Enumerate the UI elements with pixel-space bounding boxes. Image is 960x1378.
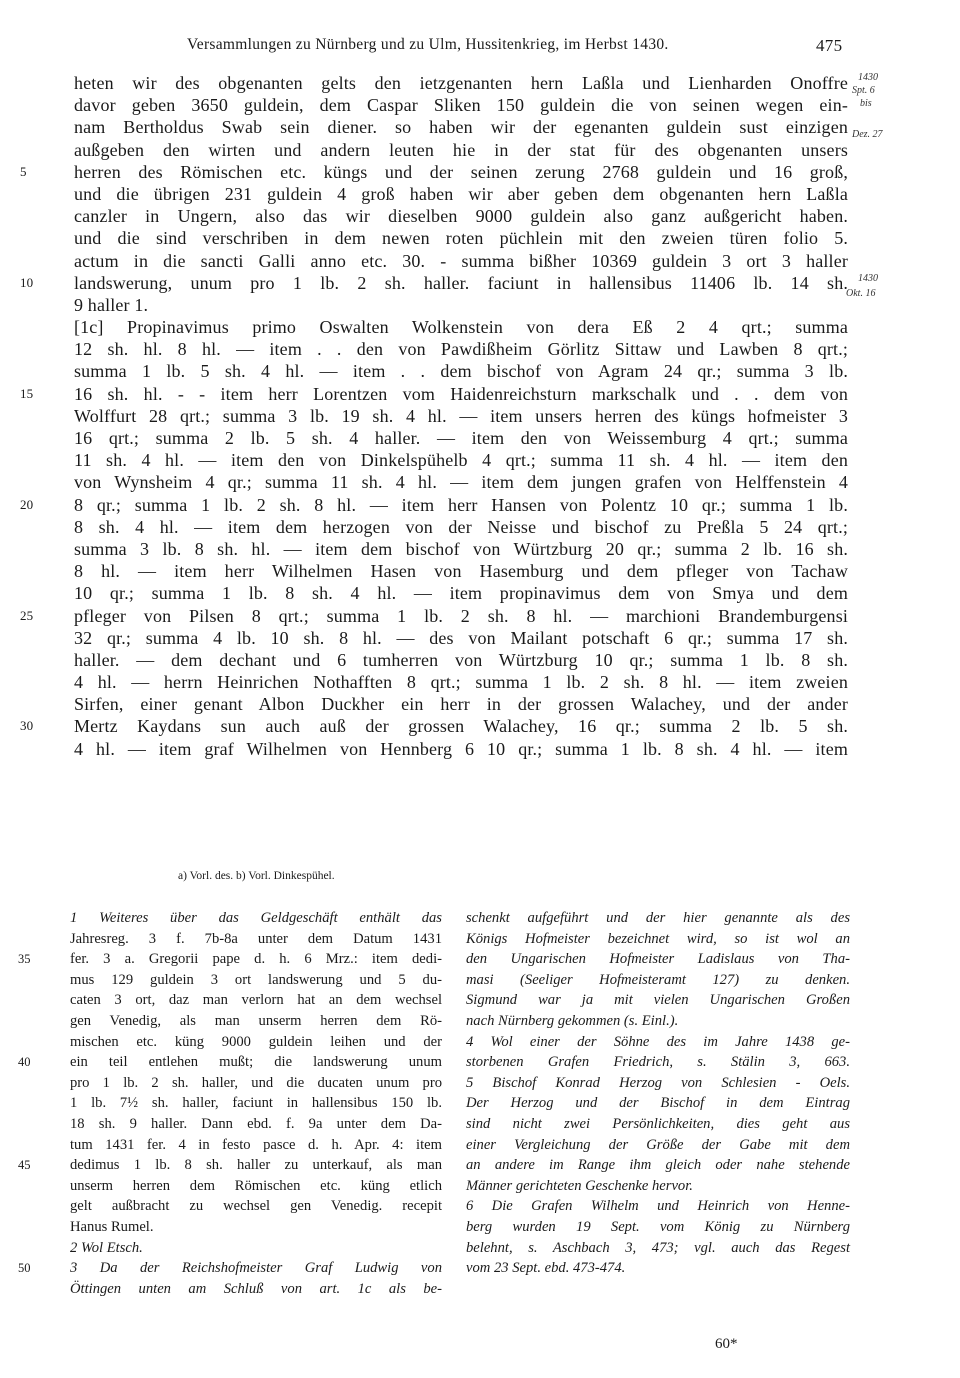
line-number: 25: [20, 607, 34, 623]
text-line: [74, 449, 848, 471]
text-line: [74, 183, 848, 205]
margin-date-note: Spt. 6: [852, 85, 875, 96]
footnote-text: 18 sh. 9 haller. Dann ebd. f. 9a unter dem Da-: [70, 1115, 442, 1132]
line-text: actum in die sancti Galli anno etc. 30. - summa bißher 10369 guldein 3 ort 3 haller: [74, 250, 848, 271]
footnote-text: Hanus Rumel.: [70, 1218, 154, 1235]
footnote-line: [70, 908, 442, 929]
text-line: [74, 649, 848, 671]
line-text: 8 hl. — item herr Wilhelmen Hasen von Hasemburg und dem pfleger von Tachaw: [74, 561, 848, 582]
line-text: 10 qr.; summa 1 lb. 8 sh. 4 hl. — item propinavimus dem von Smya und dem: [74, 583, 848, 604]
footnote-line: [18, 1258, 442, 1279]
footnote-line: masi (Seeliger Hofmeisteramt 127) zu denken.: [466, 971, 850, 988]
footnote-line: [70, 970, 442, 991]
footnote-line: [70, 1217, 442, 1238]
line-number: 20: [20, 496, 34, 512]
footnote-line: [70, 1073, 442, 1094]
line-text: heten wir des obgenanten gelts den ietzgenanten hern Laßla und Lienharden Onoffre: [74, 73, 848, 93]
text-line: [74, 338, 848, 360]
line-text: nam Bertholdus Swab sein diener. so haben wir der egenanten guldein sust einzigen: [74, 117, 848, 138]
text-line: [74, 360, 848, 382]
line-text: 16 sh. hl. - - item herr Lorentzen vom Haidenreichsturn markschalk und . . dem von: [74, 383, 848, 404]
footnote-text: pro 1 lb. 2 sh. haller, und die ducaten unum pro: [70, 1074, 442, 1091]
main-text-block: [20, 72, 848, 760]
footnote-line: [70, 1135, 442, 1156]
text-line: [74, 427, 848, 449]
text-line: [74, 72, 848, 94]
line-text: canzler in Ungern, also das wir dieselben 9000 guldein also ganz außgericht haben.: [74, 206, 848, 227]
text-line: [74, 116, 848, 138]
text-line: [74, 227, 848, 249]
line-number: 45: [18, 1158, 31, 1173]
footnote-text: Jahresreg. 3 f. 7b-8a unter dem Datum 1431: [70, 930, 442, 947]
line-text: und die übrigen 231 guldein 4 groß haben wir aber geben dem obgenanten hern Laßla: [74, 183, 848, 204]
footnote-line: Sigmund war ja mit vielen Ungarischen Großen: [466, 992, 850, 1009]
line-text: summa 1 lb. 5 sh. 4 hl. — item . . dem bischof von Agram 24 qr.; summa 3 lb.: [74, 361, 848, 382]
footnote-line: [70, 1114, 442, 1135]
text-line: [74, 582, 848, 604]
page-number: 475: [816, 36, 843, 55]
line-text: 16 qrt.; summa 2 lb. 5 sh. 4 haller. — item den von Weissemburg 4 qrt.; summa: [74, 428, 848, 448]
line-text: 11 sh. 4 hl. — item den von Dinkelspühelb 4 qrt.; summa 11 sh. 4 hl. — item den: [74, 450, 848, 471]
footnote-line: Männer gerichteten Geschenke hervor.: [466, 1177, 693, 1194]
line-text: 32 qr.; summa 4 lb. 10 sh. 8 hl. — des von Mailant potschaft 6 qr.; summa 17 sh.: [74, 627, 848, 648]
text-line: [74, 94, 848, 116]
footnote-text: 1 lb. 7½ sh. haller, faciunt in hallensibus 150 lb.: [70, 1095, 442, 1112]
text-line: [20, 272, 848, 294]
footnote-line: berg wurden 19 Sept. vom König zu Nürnberg: [466, 1218, 850, 1235]
footnote-text: Öttingen unten am Schluß von art. 1c als be-: [70, 1280, 442, 1297]
text-line: [74, 205, 848, 227]
line-text: Wolffurt 28 qrt.; summa 3 lb. 19 sh. 4 hl. — item unsers herren des küngs hofmeister 3: [74, 405, 848, 426]
footnote-line: storbenen Grafen Friedrich, s. Stälin 3, 663.: [466, 1054, 850, 1071]
line-number: 50: [18, 1261, 31, 1276]
text-line: [74, 516, 848, 538]
line-text: 8 qr.; summa 1 lb. 2 sh. 8 hl. — item herr Hansen von Polentz 10 qr.; summa 1 lb.: [74, 494, 848, 515]
footnote-text: mischen etc. küng 9000 guldein leihen und der: [70, 1033, 442, 1050]
footnote-text: tum 1431 fer. 4 in festo pasce d. h. Apr. 4: item: [70, 1136, 442, 1153]
footnote-line: Königs Hofmeister bezeichnet wird, so ist wol an: [466, 930, 850, 947]
footnote-line: [70, 990, 442, 1011]
critical-apparatus: a) Vorl. des. b) Vorl. Dinkespühel.: [178, 870, 335, 882]
line-text: 4 hl. — item graf Wilhelmen von Hennberg 6 10 qr.; summa 1 lb. 8 sh. 4 hl. — item: [74, 738, 848, 759]
text-line: [20, 605, 848, 627]
footnote-line: schenkt aufgeführt und der hier genannte als des: [466, 910, 850, 926]
footnote-line: den Ungarischen Hofmeister Ladislaus von Tha-: [466, 951, 850, 968]
line-text: haller. — dem dechant und 6 tumherren von Würtzburg 10 qr.; summa 1 lb. 8 sh.: [74, 649, 848, 670]
text-line: [74, 316, 848, 338]
footnote-text: fer. 3 a. Gregorii pape d. h. 6 Mrz.: item dedi-: [70, 951, 442, 968]
text-line: [20, 383, 848, 405]
line-text: 12 sh. hl. 8 hl. — item . . den von Pawdißheim Görlitz Sittaw und Lawben 8 qrt.;: [74, 339, 848, 360]
line-number: 40: [18, 1055, 31, 1070]
margin-date-note: Okt. 16: [846, 288, 876, 299]
footnote-line: 6 Die Grafen Wilhelm und Heinrich von Henne-: [466, 1198, 850, 1215]
footnote-line: [70, 1093, 442, 1114]
line-text: 4 hl. — herrn Heinrichen Nothafften 8 qrt.; summa 1 lb. 2 sh. 8 hl. — item zweien: [74, 672, 848, 693]
footnote-text: caten 3 ort, daz man verlorn hat an dem wechsel: [70, 992, 442, 1009]
footnote-line: einer Vergleichung der Größe der Gabe mit dem: [466, 1136, 850, 1153]
text-line: [74, 538, 848, 560]
text-line: [74, 560, 848, 582]
text-line: [74, 627, 848, 649]
footnote-text: unserm herren dem Römischen etc. küng etlich: [70, 1177, 442, 1194]
line-number: 5: [20, 163, 27, 179]
footnote-text: ein teil entlehen mußt; die landswerung unum: [70, 1054, 442, 1071]
footnote-text: dedimus 1 lb. 8 sh. haller zu unterkauf, als man: [70, 1157, 442, 1174]
footnote-line: [18, 1052, 442, 1073]
margin-date-note: 1430: [858, 273, 878, 284]
footnote-line: [18, 1155, 442, 1176]
footnote-line: sind nicht zwei Persönlichkeiten, dies geht aus: [466, 1115, 850, 1132]
footnote-text: mus 129 guldein 3 ort landswerung und 5 du-: [70, 971, 442, 988]
footnote-line: [70, 1279, 442, 1300]
footnote-line: 4 Wol einer der Söhne des im Jahre 1438 ge-: [466, 1033, 850, 1050]
margin-date-note: 1430: [858, 72, 878, 83]
footnote-line: [18, 949, 442, 970]
footnote-line: [70, 1196, 442, 1217]
text-line: [74, 139, 848, 161]
footnotes-left-column: [18, 908, 442, 1299]
line-text: Mertz Kaydans sun auch auß der grossen Walachey, 16 qr.; summa 2 lb. 5 sh.: [74, 716, 848, 737]
text-line: [74, 671, 848, 693]
line-text: summa 3 lb. 8 sh. hl. — item dem bischof von Würtzburg 20 qr.; summa 2 lb. 16 sh.: [74, 538, 848, 559]
line-text: von Wynsheim 4 qr.; summa 11 sh. 4 hl. — item dem jungen grafen von Helffenstein 4: [74, 472, 848, 493]
line-text: pfleger von Pilsen 8 qrt.; summa 1 lb. 2 sh. 8 hl. — marchioni Brandemburgensi: [74, 605, 848, 626]
text-line: [74, 693, 848, 715]
line-number: 10: [20, 274, 34, 290]
line-text: 9 haller 1.: [74, 294, 149, 315]
footnote-text: 1 Weiteres über das Geldgeschäft enthält das: [70, 910, 442, 926]
footnote-text: gen Venedig, als man unserm herren dem Rö-: [70, 1012, 442, 1029]
line-text: und die sind verschriben in dem newen roten püchlein mit den zweien türen folio 5.: [74, 228, 848, 249]
text-line: [20, 161, 848, 183]
printer-signature: 60*: [715, 1336, 738, 1352]
footnote-text: 2 Wol Etsch.: [70, 1239, 143, 1256]
text-line: [74, 471, 848, 493]
line-text: landswerung, unum pro 1 lb. 2 sh. haller. faciunt in hallensibus 11406 lb. 14 sh.: [74, 272, 848, 293]
footnote-line: Der Herzog und der Bischof in dem Eintrag: [466, 1095, 850, 1112]
footnote-line: [70, 1011, 442, 1032]
footnote-line: belehnt, s. Aschbach 3, 473; vgl. auch das Regest: [466, 1239, 850, 1256]
running-title: Versammlungen zu Nürnberg und zu Ulm, Hussitenkrieg, im Herbst 1430.: [187, 36, 669, 53]
footnote-line: [70, 929, 442, 950]
text-line: [74, 738, 848, 760]
line-text: herren des Römischen etc. küngs und der seinen zerung 2768 guldein und 16 groß,: [74, 161, 848, 182]
margin-date-note: Dez. 27: [852, 129, 883, 140]
margin-date-note: bis: [860, 98, 872, 109]
footnote-line: nach Nürnberg gekommen (s. Einl.).: [466, 1012, 679, 1029]
footnote-line: 5 Bischof Konrad Herzog von Schlesien - Oels.: [466, 1074, 850, 1091]
text-line: [74, 294, 848, 316]
footnotes-right-column: [466, 908, 850, 1279]
footnote-line: [70, 1176, 442, 1197]
footnote-text: gelt außbracht zu wechsel gen Venedig. recepit: [70, 1198, 442, 1215]
text-line: [74, 405, 848, 427]
line-text: davor geben 3650 guldein, dem Caspar Sliken 150 guldein die von seinen wegen ein-: [74, 95, 848, 116]
footnote-line: [70, 1238, 442, 1259]
text-line: [20, 494, 848, 516]
text-line: [20, 715, 848, 737]
line-text: außgeben den wirten und andern leuten hie in der stat für des obgenanten unsers: [74, 139, 848, 160]
text-line: [74, 250, 848, 272]
footnote-text: 3 Da der Reichshofmeister Graf Ludwig von: [70, 1260, 442, 1277]
footnote-line: [70, 1032, 442, 1053]
footnote-line: vom 23 Sept. ebd. 473-474.: [466, 1260, 626, 1277]
line-number: 30: [20, 718, 34, 734]
running-header: [0, 36, 960, 58]
line-number: 15: [20, 385, 34, 401]
footnote-line: an andere im Range ihm gleich oder nahe stehende: [466, 1157, 850, 1174]
line-text: 8 sh. 4 hl. — item dem herzogen von der Neisse und bischof zu Preßla 5 24 qrt.;: [74, 516, 848, 537]
line-number: 35: [18, 952, 31, 967]
line-text: [1c] Propinavimus primo Oswalten Wolkenstein von dera Eß 2 4 qrt.; summa: [74, 317, 848, 338]
line-text: Sirfen, einer genant Albon Duckher ein herr in der grossen Walachey, und der ander: [74, 694, 848, 715]
